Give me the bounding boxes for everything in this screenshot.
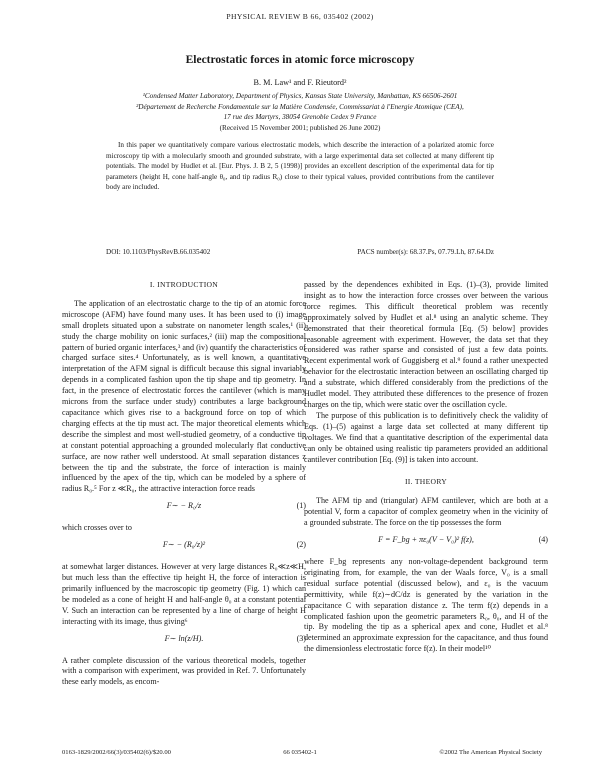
section-heading-theory: II. THEORY [404, 477, 448, 487]
equation-1-body: F∼ − R₀/z [166, 501, 202, 511]
journal-header: PHYSICAL REVIEW B 66, 035402 (2002) [226, 12, 374, 21]
footer-issn: 0163-1829/2002/66(3)/035402(6)/$20.00 [62, 749, 171, 756]
equation-3-body: F∼ ln(z/H). [164, 633, 204, 643]
theory-paragraph-2: where F_bg represents any non-voltage-dependent background term originating from, for example, the van der Waals force, V₀ is a small residual surface potential (discussed below), and ε₀ is the vacuum permittivity, while f(z)∼dC/dz is generated by the variation in the capacitance C with separation distance z. The term f(z) depends in a complicated fashion upon the geometric parameters R₀, θ₀, and H of the tip. By modeling the tip as a spherical apex and cone, Hudlet et al.⁸ determined an approximate expression for the capacitance, and thus found the dimensionless electrostatic force f(z). In their model¹⁰ [304, 557, 548, 654]
pacs-numbers: PACS number(s): 68.37.Ps, 07.79.Lh, 87.64.Dz [357, 248, 494, 256]
affiliation-2: ²Département de Recherche Fondamentale sur la Matière Condensée, Commissariat à l'Energie Atomique (CEA), [136, 103, 464, 111]
intro-paragraph-2: which crosses over to [62, 523, 132, 533]
equation-2-number: (2) [296, 540, 306, 550]
affiliation-1: ¹Condensed Matter Laboratory, Department of Physics, Kansas State University, Manhattan, KS 66506-2601 [142, 92, 458, 100]
equation-2-body: F∼ − (R₀/z)² [162, 540, 206, 550]
equation-3 [62, 634, 306, 650]
intro-paragraph-4: A rather complete discussion of the various theoretical models, together with a comparison with experiment, was provided in Ref. 7. Unfortunately these early models, as encom- [62, 655, 306, 687]
intro-paragraph-5: passed by the dependences exhibited in Eqs. (1)–(3), provide limited insight as to how the interaction force crosses over between the various force regimes. This difficult theoretical problem was recently approximately solved by Hudlet et al.⁸ using an analytic scheme. They demonstrated that their theoretical formula [Eq. (5) below] provides reasonable agreement with experiment. However, the data set that they considered was rather sparse and consisted of just a few data points. Recent experimental work of Guggisberg et al.⁹ found a rather unexpected behavior for the electrostatic interaction between an oscillating charged tip and a substrate, which differed considerably from the predictions of the Hudlet model. They attributed these differences to the presence of frozen charges on the tip, which were static over the oscillation cycle. [304, 280, 548, 409]
affiliation-2-address: 17 rue des Martyrs, 38054 Grenoble Cedex 9 France [223, 113, 377, 121]
footer-page-number: 66 035402-1 [283, 749, 317, 756]
equation-1 [62, 501, 306, 517]
section-heading-introduction: I. INTRODUCTION [149, 280, 219, 289]
equation-2 [62, 540, 306, 556]
intro-paragraph-6: The purpose of this publication is to definitively check the validity of Eqs. (1)–(5) against a large data set collected at many different tip voltages. We find that a quantitative description of the experimental data can only be obtained using realistic tip parameters provided an additional cantilever contribution [Eq. (9)] is taken into account. [304, 410, 548, 464]
doi[interactable]: DOI: 10.1103/PhysRevB.66.035402 [106, 248, 211, 256]
equation-4-number: (4) [538, 535, 548, 545]
abstract: In this paper we quantitatively compare various electrostatic models, which describe the interaction of a polarized atomic force microscopy tip with a molecularly smooth and grounded substrate, with a large experimental data set collected at many different tip potentials. The model by Hudlet et al. [Eur. Phys. J. B 2, 5 (1998)] provides an excellent description of the experimental data for tip parameters (height H, cone half-angle θ₀, and tip radius R₀) close to their typical values, provided contributions from the cantilever body are included. [106, 141, 494, 191]
equation-1-number: (1) [296, 501, 306, 511]
equation-4 [304, 535, 548, 551]
intro-paragraph-3: at somewhat larger distances. However at very large distances R₀≪z≪H, but much less than the effective tip height H, the force of interaction is primarily influenced by the macroscopic tip geometry (Fig. 1) which can be modeled as a cone of height H and half-angle θ₀ at a constant potential V. Such an interaction can be represented by a line of charge of height H interacting with its image, thus giving⁶ [62, 562, 306, 626]
equation-3-number: (3) [296, 633, 306, 643]
received-date: (Received 15 November 2001; published 26 June 2002) [219, 124, 381, 132]
authors: B. M. Law¹ and F. Rieutord² [253, 78, 347, 87]
paper-title: Electrostatic forces in atomic force microscopy [185, 54, 415, 66]
left-column [62, 280, 306, 688]
footer-copyright: ©2002 The American Physical Society [439, 749, 542, 756]
equation-4-body: F = F_bg + πε₀(V − V₀)² f(z), [378, 535, 474, 545]
intro-paragraph-1: The application of an electrostatic charge to the tip of an atomic force microscope (AFM) have found many uses. It has been used to (i) image small droplets situated upon a substrate on nanometer length scales,¹ (ii) study the charge mobility on ionic surfaces,² (iii) map the compositional pattern of buried organic interfaces,³ and (iv) quantify the characteristics of charged surface sites.⁴ Unfortunately, as is well known, a quantitative interpretation of the AFM signal is difficult because this signal invariably depends in a complicated fashion upon the tip shape and tip geometry. In fact, in the presence of electrostatic forces the cantilever (which is many microns from the surface under study) contributes a large background capacitance which gives rise to a background force on top of which charging effects at the tip must act. The major theoretical elements which describe the simplest and most well-studied geometry, of a conductive tip at constant potential approaching a grounded molecularly flat conductive surface, are now rather well understood. At small separation distances z between the tip and the substrate, the force of interaction is mainly influenced by the apex of the tip, which can be modeled by a sphere of radius R₀.⁵ For z ≪R₀, the attractive interaction force reads [62, 298, 306, 494]
theory-paragraph-1: The AFM tip and (triangular) AFM cantilever, which are both at a potential V, form a capacitor of complex geometry when in the vicinity of a grounded substrate. The force on the tip possesses the form [304, 496, 548, 528]
right-column [304, 280, 548, 655]
